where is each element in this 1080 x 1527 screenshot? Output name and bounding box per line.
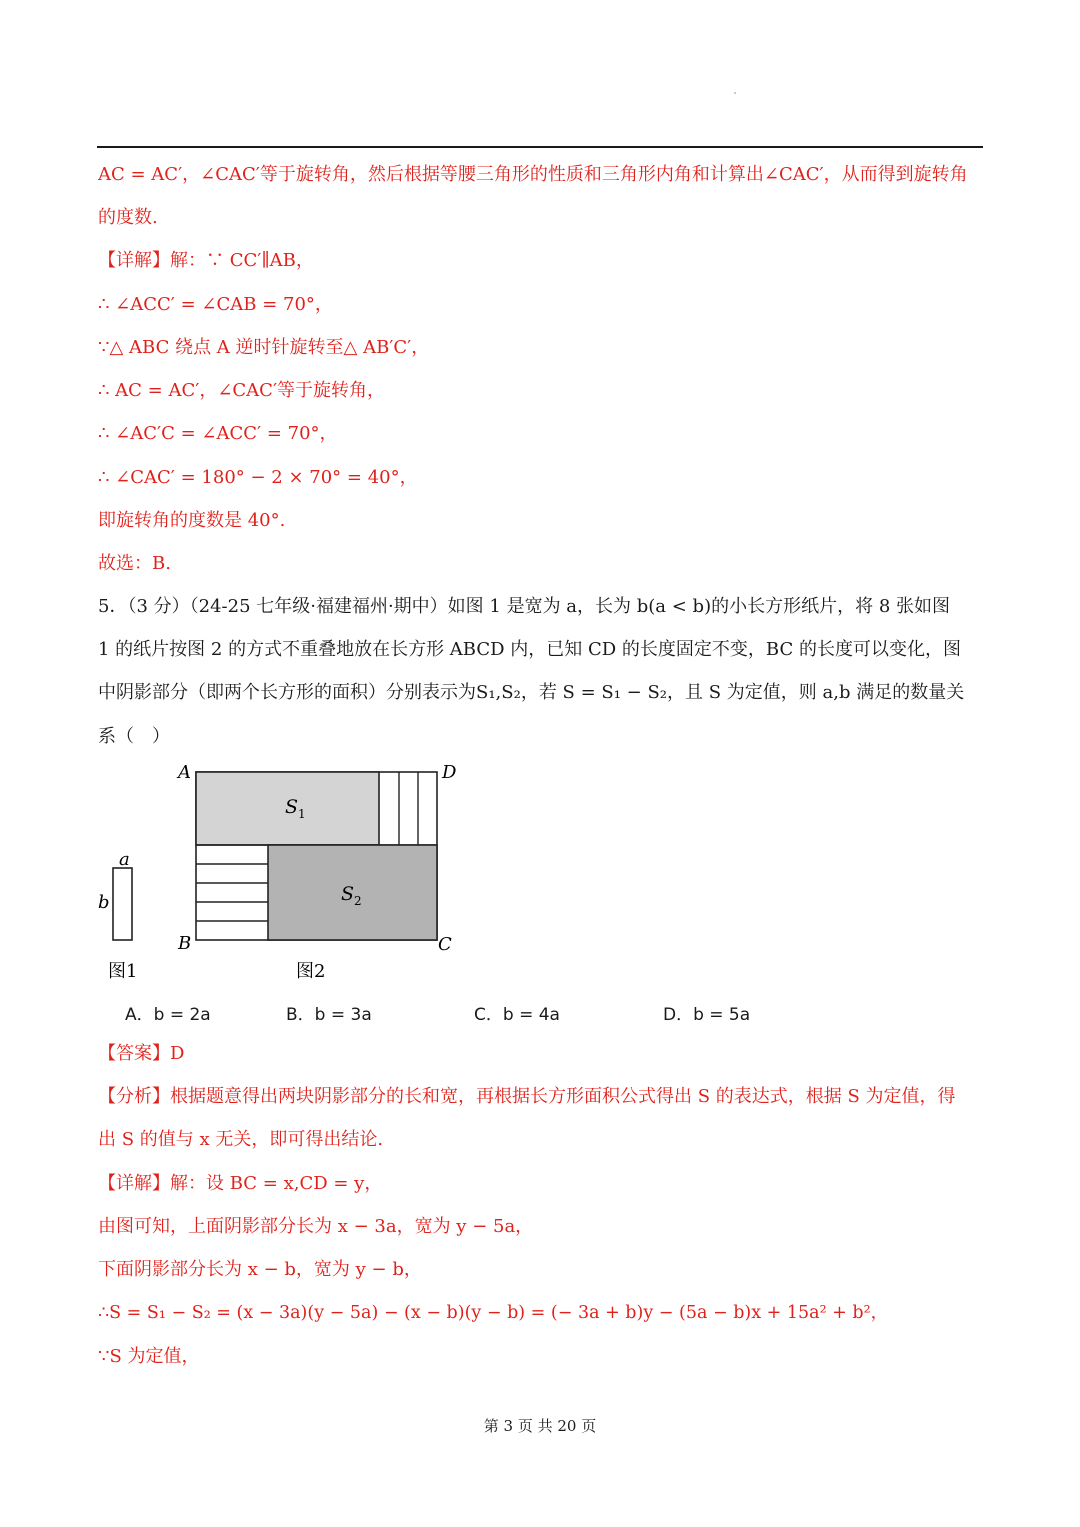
question-line-2: 1 的纸片按图 2 的方式不重叠地放在长方形 ABCD 内，已知 CD 的长度固定不变，BC 的长度可以变化，图 bbox=[98, 639, 961, 660]
analysis-line-2: 的度数. bbox=[98, 207, 158, 228]
fig2-label-D: D bbox=[442, 762, 457, 783]
answer-line: 【答案】D bbox=[98, 1043, 185, 1064]
question-line-4: 系（ ） bbox=[98, 726, 170, 747]
scan-dot bbox=[734, 92, 736, 94]
detail-step-4: ∴ ∠AC′C = ∠ACC′ = 70°， bbox=[98, 423, 338, 444]
fig1-label-b: b bbox=[98, 892, 110, 913]
fig2-label-A: A bbox=[178, 762, 191, 783]
option-b: B．b = 3a bbox=[286, 1005, 372, 1025]
detail2-line-1: 【详解】解：设 BC = x,CD = y， bbox=[98, 1173, 383, 1194]
analysis-line-1: AC = AC′，∠CAC′等于旋转角，然后根据等腰三角形的性质和三角形内角和计算出∠CAC′，从而得到旋转角 bbox=[98, 164, 968, 185]
detail-step-5: ∴ ∠CAC′ = 180° − 2 × 70° = 40°， bbox=[98, 467, 418, 488]
question-line-1: 5．（3 分）（24-25 七年级·福建福州·期中）如图 1 是宽为 a，长为 b(a < b)的小长方形纸片，将 8 张如图 bbox=[98, 596, 950, 617]
detail-step-2: ∵△ ABC 绕点 A 逆时针旋转至△ AB′C′， bbox=[98, 337, 430, 358]
fig2-label-C: C bbox=[438, 934, 452, 955]
fig2-label-S2-sub: 2 bbox=[354, 894, 362, 908]
question-figure bbox=[95, 755, 495, 990]
detail-step-1: ∴ ∠ACC′ = ∠CAB = 70°， bbox=[98, 294, 333, 315]
question-line-3: 中阴影部分（即两个长方形的面积）分别表示为S₁,S₂，若 S = S₁ − S₂，且 S 为定值，则 a,b 满足的数量关 bbox=[98, 682, 965, 703]
fig2-label-S1-sub: 1 bbox=[298, 807, 306, 821]
option-c: C．b = 4a bbox=[474, 1005, 560, 1025]
detail2-line-3: 下面阴影部分长为 x − b，宽为 y − b， bbox=[98, 1259, 422, 1280]
fig1-rectangle bbox=[113, 868, 132, 940]
detail-step-3: ∴ AC = AC′，∠CAC′等于旋转角， bbox=[98, 380, 386, 401]
page-footer: 第 3 页 共 20 页 bbox=[483, 1417, 597, 1435]
fig2-label-S1-main: S bbox=[285, 796, 299, 818]
fig2-caption: 图2 bbox=[296, 961, 326, 982]
detail2-line-4: ∴S = S₁ − S₂ = (x − 3a)(y − 5a) − (x − b)(y − b) = (− 3a + b)y − (5a − b)x + 15a² + b²， bbox=[98, 1303, 889, 1323]
fig2-label-B: B bbox=[178, 933, 192, 954]
option-a: A．b = 2a bbox=[125, 1005, 211, 1025]
detail2-line-2: 由图可知，上面阴影部分长为 x − 3a，宽为 y − 5a， bbox=[98, 1216, 534, 1237]
fig1-label-a: a bbox=[119, 849, 130, 870]
detail2-line-5: ∵S 为定值， bbox=[98, 1346, 200, 1367]
fig1-caption: 图1 bbox=[108, 961, 138, 982]
detail-choice: 故选：B. bbox=[98, 553, 171, 574]
detail-conclusion: 即旋转角的度数是 40°. bbox=[98, 510, 286, 531]
detail-heading: 【详解】解：∵ CC′∥AB， bbox=[98, 250, 314, 271]
option-d: D．b = 5a bbox=[663, 1005, 751, 1025]
header-rule bbox=[97, 146, 983, 148]
analysis2-line-1: 【分析】根据题意得出两块阴影部分的长和宽，再根据长方形面积公式得出 S 的表达式，根据 S 为定值，得 bbox=[98, 1086, 956, 1107]
analysis2-line-2: 出 S 的值与 x 无关，即可得出结论. bbox=[98, 1129, 384, 1150]
fig2-label-S2-main: S bbox=[341, 883, 355, 905]
